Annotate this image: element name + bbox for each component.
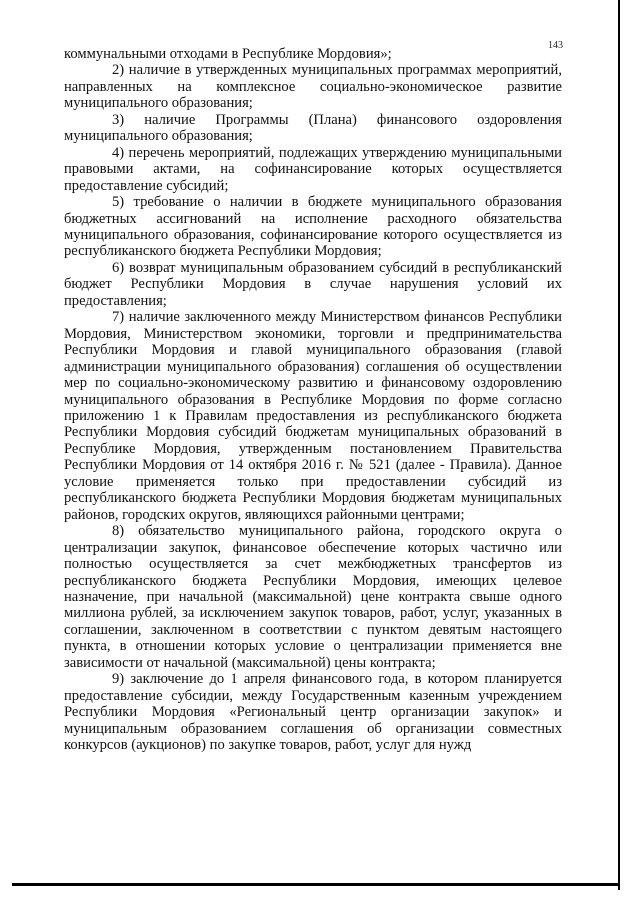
paragraph-item-4: 4) перечень мероприятий, подлежащих утверждению муниципальными правовыми актами, на софинансирование которых осуществляется предоставление субсидий;	[64, 144, 562, 194]
paragraph-item-3: 3) наличие Программы (Плана) финансового оздоровления муниципального образования;	[64, 111, 562, 145]
paragraph-item-5: 5) требование о наличии в бюджете муниципального образования бюджетных ассигнований на исполнение расходного обязательства муниципального образования, софинансирование которого осуществляется из республиканского бюджета Республики Мордовия;	[64, 194, 562, 260]
document-body	[64, 46, 562, 753]
paragraph-item-2: 2) наличие в утвержденных муниципальных программах мероприятий, направленных на комплексное социально-экономическое развитие муниципального образования;	[64, 62, 562, 112]
paragraph-item-9: 9) заключение до 1 апреля финансового года, в котором планируется предоставление субсидии, между Государственным казенным учреждением Республики Мордовия «Региональный центр организации закупок» и муниципальным образованием соглашения об организации совместных конкурсов (аукционов) по закупке товаров, работ, услуг для нужд	[64, 671, 562, 754]
page-number: 143	[548, 40, 563, 51]
paragraph-continuation: коммунальными отходами в Республике Мордовия»;	[64, 46, 392, 62]
paragraph-item-7: 7) наличие заключенного между Министерством финансов Республики Мордовия, Министерством экономики, торговли и предпринимательства Республики Мордовия и главой муниципального образования (главой администрации муниципального образования) соглашения об осуществлении мер по социально-экономическому развитию и финансовому оздоровлению муниципального образования в Республике Мордовия по форме согласно приложению 1 к Правилам предоставления из республиканского бюджета Республики Мордовия субсидий бюджетам муниципальных образований в Республике Мордовия, утвержденным постановлением Правительства Республики Мордовия от 14 октября 2016 г. № 521 (далее - Правила). Данное условие применяется только при предоставлении субсидий из республиканского бюджета Республики Мордовия бюджетам муниципальных районов, городских округов, являющихся районными центрами;	[64, 309, 562, 523]
scan-bottom-edge	[12, 883, 620, 886]
paragraph-item-6: 6) возврат муниципальным образованием субсидий в республиканский бюджет Республики Мордовия в случае нарушения условий их предоставления;	[64, 259, 562, 309]
paragraph-item-8: 8) обязательство муниципального района, городского округа о централизации закупок, финансовое обеспечение которых частично или полностью осуществляется за счет межбюджетных трансфертов из республиканского бюджета Республики Мордовия, имеющих целевое назначение, при начальной (максимальной) цене контракта свыше одного миллиона рублей, за исключением закупок товаров, работ, услуг, указанных в соглашении, заключенном в соответствии с пунктом девятым настоящего пункта, в отношении которых условие о централизации применяется вне зависимости от начальной (максимальной) цены контракта;	[64, 523, 562, 671]
scan-right-edge	[618, 0, 620, 890]
